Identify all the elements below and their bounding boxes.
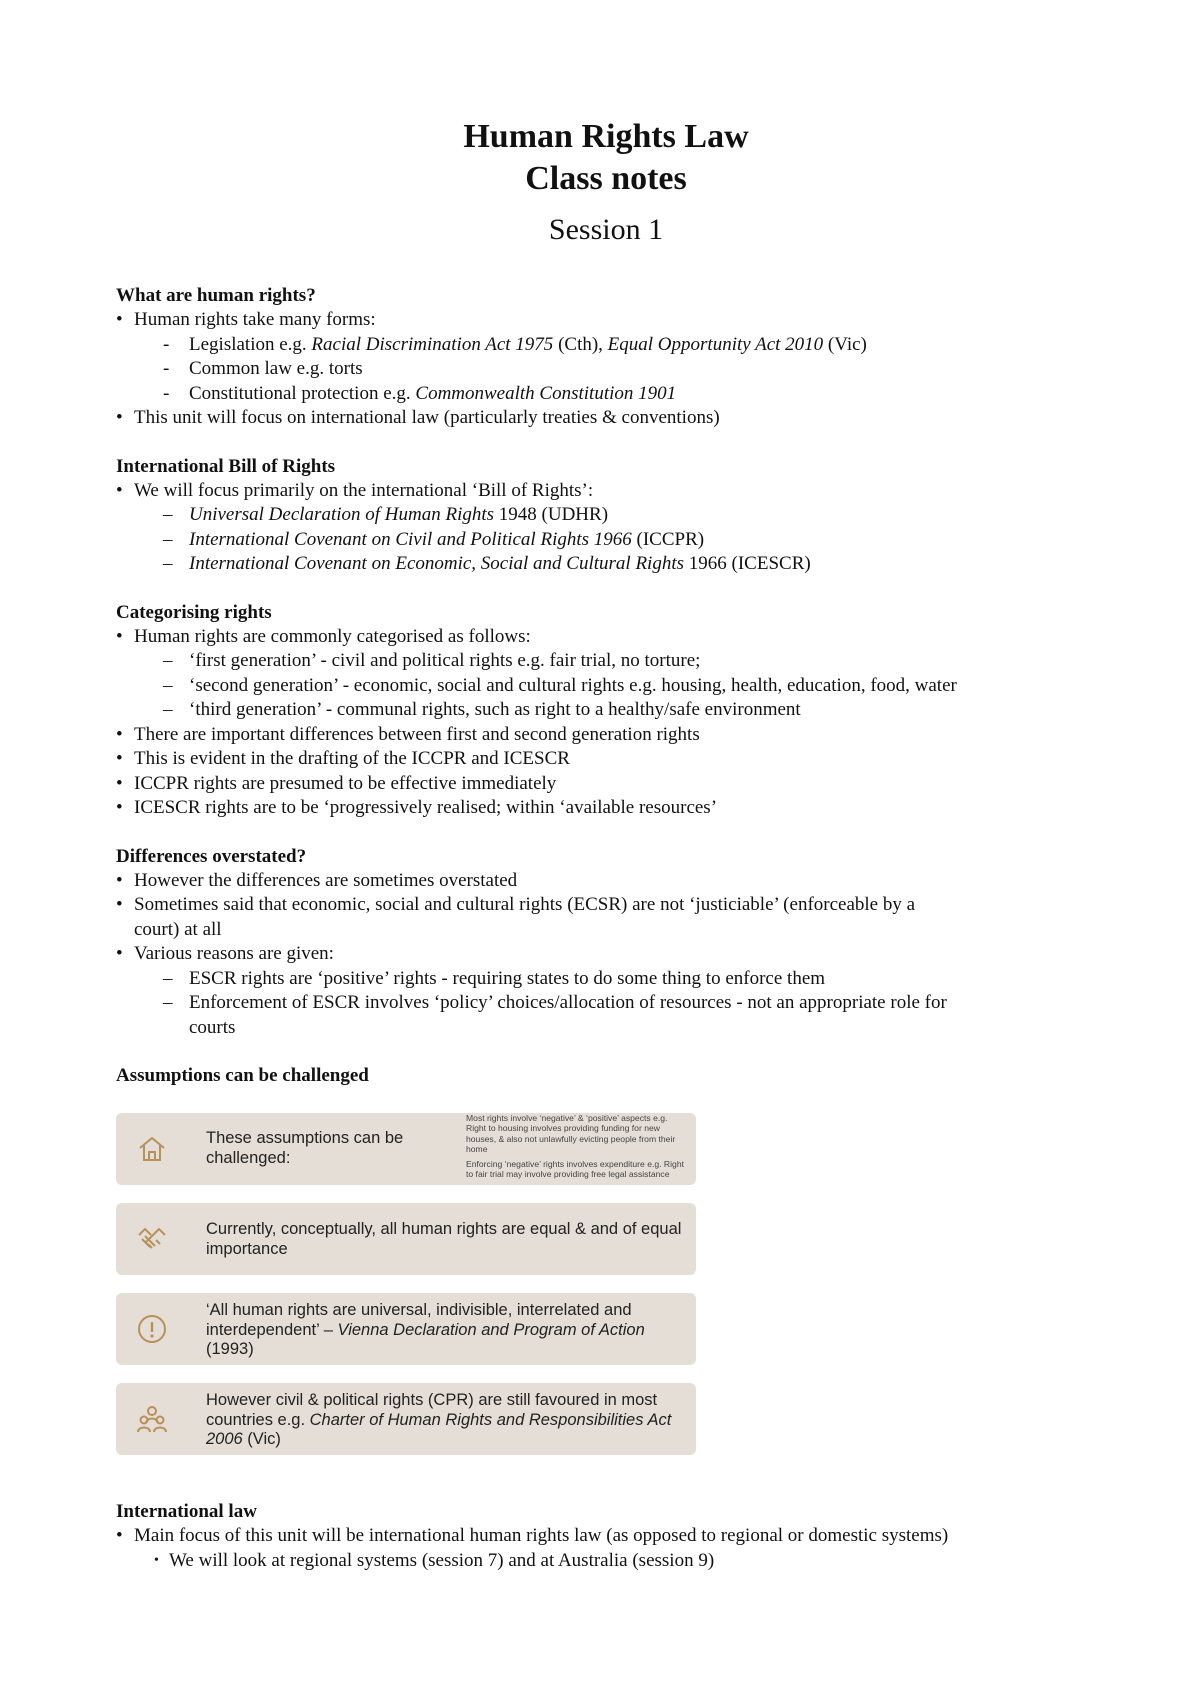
session-heading: Session 1 (548, 213, 664, 246)
card-cpr-favoured (116, 1383, 696, 1455)
sub-bullet-continuation: courts (189, 1016, 236, 1038)
dash-marker: – (163, 992, 173, 1013)
bullet-marker: • (116, 479, 123, 501)
dash-marker: – (163, 528, 173, 550)
card-text: Currently, conceptually, all human rights are equal & and of equal importance (206, 1220, 682, 1258)
bullet-item: • Human rights take many forms: (116, 308, 1096, 333)
title-block (116, 116, 1096, 248)
section-heading: International law (116, 1501, 257, 1522)
bullet-marker: • (116, 797, 123, 818)
international-law-section (116, 1500, 1116, 1573)
card-text: ‘All human rights are universal, indivisible, interrelated and interdependent’ – Vienna Declaration and Program of Action (1993) (206, 1301, 645, 1358)
section-heading: What are human rights? (116, 285, 316, 306)
dash-marker: – (163, 650, 173, 671)
bullet-marker: • (116, 309, 123, 330)
bullet-item: • Human rights are commonly categorised as follows: (116, 625, 1096, 650)
section-heading: International Bill of Rights (116, 455, 336, 477)
bullet-marker: • (116, 723, 123, 745)
sub-bullet-item: - Legislation e.g. Racial Discrimination Act 1975 (Cth), Equal Opportunity Act 2010 (Vic) (116, 333, 1096, 358)
card-equal-importance (116, 1203, 696, 1275)
section-heading: Differences overstated? (116, 845, 307, 867)
people-icon (136, 1403, 168, 1435)
bullet-item: • Sometimes said that economic, social and cultural rights (ECSR) are not ‘justiciable’ (enforceable by a (116, 893, 1096, 918)
document-title: Human Rights Law (463, 118, 749, 155)
alert-icon (136, 1313, 168, 1345)
bullet-marker: • (116, 772, 123, 794)
sub-bullet-item: – ‘second generation’ - economic, social and cultural rights e.g. housing, health, education, food, water (116, 674, 1096, 699)
sub-bullet-item: – ESCR rights are ‘positive’ rights - requiring states to do some thing to enforce them (116, 967, 1096, 992)
dash-marker: – (163, 699, 173, 720)
section-heading: Categorising rights (116, 601, 272, 623)
section-heading: Assumptions can be challenged (116, 1065, 369, 1086)
card-assumptions (116, 1113, 696, 1185)
bullet-item: • This is evident in the drafting of the ICCPR and ICESCR (116, 747, 1096, 772)
handshake-icon (136, 1223, 168, 1255)
sub-bullet-item: – ‘first generation’ - civil and political rights e.g. fair trial, no torture; (116, 649, 1096, 674)
bullet-marker: • (116, 869, 123, 891)
assumptions-cards (116, 1113, 696, 1473)
hyphen-marker: - (163, 333, 170, 355)
bullet-item: • Main focus of this unit will be international human rights law (as opposed to regional or domestic systems) (116, 1524, 1116, 1549)
sub-bullet-item: – International Covenant on Civil and Political Rights 1966 (ICCPR) (116, 528, 1096, 553)
card-text: However civil & political rights (CPR) are still favoured in most countries e.g. Charter of Human Rights and Responsibilities Act 2006 (Vic) (206, 1391, 672, 1448)
card-vienna-declaration (116, 1293, 696, 1365)
sub-bullet-item: – ‘third generation’ - communal rights, such as right to a healthy/safe environment (116, 698, 1096, 723)
sub-bullet-item: – Universal Declaration of Human Rights 1948 (UDHR) (116, 503, 1096, 528)
bullet-marker: • (116, 943, 123, 964)
bullet-item: • ICESCR rights are to be ‘progressively realised; within ‘available resources’ (116, 796, 1096, 821)
house-icon (136, 1133, 168, 1165)
bullet-marker: • (116, 748, 123, 769)
bullet-item: • There are important differences between first and second generation rights (116, 723, 1096, 748)
side-note: Most rights involve ‘negative’ & ‘positive’ aspects e.g. Right to housing involves providing funding for new houses, & also not unlawfully evicting people from their home (466, 1113, 676, 1155)
card-side-notes (466, 1113, 686, 1183)
bullet-item: • This unit will focus on international law (particularly treaties & conventions) (116, 406, 1096, 431)
side-note: Enforcing ‘negative’ rights involves expenditure e.g. Right to fair trial may involve providing free legal assistance (466, 1158, 684, 1180)
bullet-marker: • (116, 894, 123, 915)
sub-bullet-item: – Enforcement of ESCR involves ‘policy’ choices/allocation of resources - not an appropriate role for (116, 991, 1096, 1016)
sub-bullet-item: – International Covenant on Economic, Social and Cultural Rights 1966 (ICESCR) (116, 552, 1096, 577)
dash-marker: – (163, 504, 173, 525)
dash-marker: – (163, 967, 173, 989)
sub-bullet-item: - Constitutional protection e.g. Commonwealth Constitution 1901 (116, 382, 1096, 407)
small-bullet-marker: • (154, 1552, 159, 1568)
bullet-item: • However the differences are sometimes overstated (116, 869, 1096, 894)
card-text: These assumptions can be challenged: (206, 1129, 404, 1167)
notes-body (116, 284, 1096, 1088)
hyphen-marker: - (163, 382, 170, 404)
hyphen-marker: - (163, 358, 170, 379)
sub-bullet-item: • We will look at regional systems (session 7) and at Australia (session 9) (116, 1549, 1116, 1574)
dash-marker: – (163, 553, 173, 574)
bullet-item: • ICCPR rights are presumed to be effective immediately (116, 772, 1096, 797)
bullet-continuation: court) at all (134, 918, 222, 940)
dash-marker: – (163, 674, 173, 696)
sub-bullet-item: - Common law e.g. torts (116, 357, 1096, 382)
bullet-marker: • (116, 407, 123, 428)
document-subtitle: Class notes (525, 160, 687, 197)
bullet-marker: • (116, 625, 123, 647)
bullet-item: • We will focus primarily on the international ‘Bill of Rights’: (116, 479, 1096, 504)
bullet-item: • Various reasons are given: (116, 942, 1096, 967)
bullet-marker: • (116, 1525, 123, 1546)
